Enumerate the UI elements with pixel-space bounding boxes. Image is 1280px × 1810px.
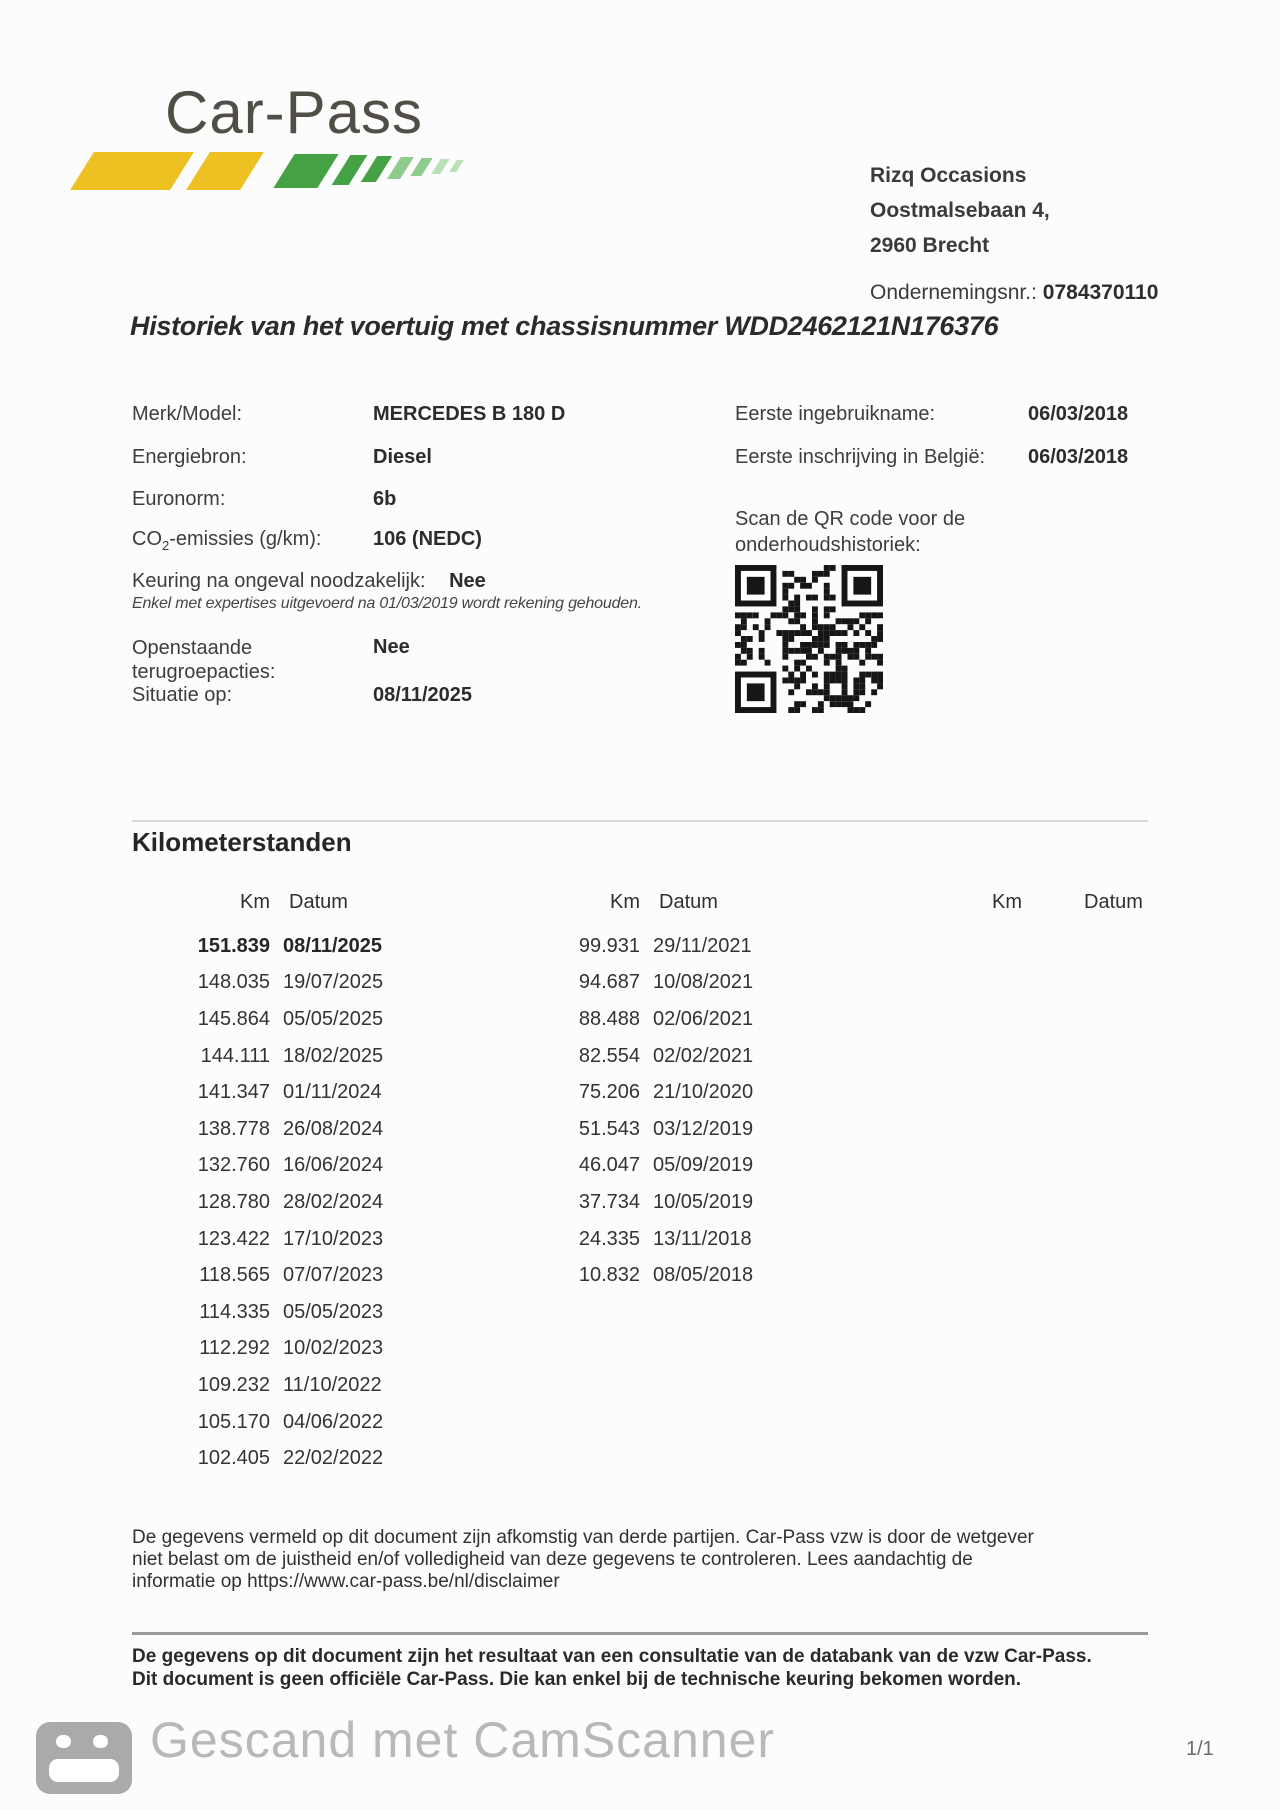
logo-stripe — [449, 160, 463, 172]
table-row — [150, 1257, 383, 1294]
table-row — [150, 1111, 383, 1148]
km-value: 112.292 — [199, 1337, 270, 1360]
km-value: 145.864 — [197, 1007, 270, 1030]
km-value: 82.554 — [578, 1044, 640, 1067]
seller-city: 2960 Brecht — [870, 234, 990, 257]
km-value: 114.335 — [199, 1300, 270, 1323]
datum-value: 10/02/2023 — [283, 1337, 384, 1360]
keuring-value: Nee — [449, 570, 486, 592]
datum-value: 07/07/2023 — [283, 1264, 384, 1287]
datum-value: 28/02/2024 — [283, 1190, 384, 1213]
company-number — [870, 281, 1158, 305]
merk-label: Merk/Model: — [132, 403, 243, 425]
table-row — [150, 1148, 383, 1185]
table-row — [520, 1257, 753, 1294]
km-value: 24.335 — [578, 1227, 640, 1250]
km-value: 102.405 — [197, 1447, 270, 1470]
ingebruikname-label: Eerste ingebruikname: — [735, 403, 936, 425]
seller-name: Rizq Occasions — [870, 164, 1027, 187]
official-note-text — [132, 1646, 1092, 1691]
datum-value: 05/05/2025 — [283, 1007, 384, 1030]
qr-code — [735, 565, 883, 713]
keuring-row — [132, 570, 486, 593]
table-row — [150, 1331, 383, 1368]
text-line: Dit document is geen officiële Car-Pass. Die kan enkel bij de technische keuring bekomen worden. — [132, 1668, 1022, 1690]
company-number-value: 0784370110 — [1042, 281, 1159, 304]
logo-stripe — [186, 152, 264, 190]
datum-value: 05/09/2019 — [653, 1154, 754, 1177]
carpass-logo: Car-Pass — [165, 79, 424, 146]
inschrijving-label: Eerste inschrijving in België: — [735, 446, 986, 468]
datum-value: 16/06/2024 — [283, 1154, 384, 1177]
text-line: De gegevens vermeld op dit document zijn afkomstig van derde partijen. Car-Pass vzw is door de wetgever — [132, 1527, 1034, 1548]
euronorm-value: 6b — [373, 488, 397, 510]
table-row — [520, 1111, 753, 1148]
energiebron-label: Energiebron: — [132, 446, 247, 468]
datum-value: 18/02/2025 — [283, 1044, 384, 1067]
situatie-label: Situatie op: — [132, 684, 233, 706]
datum-value: 17/10/2023 — [283, 1227, 384, 1250]
table-row — [150, 1404, 383, 1441]
table-header — [150, 891, 383, 928]
text-line: De gegevens op dit document zijn het resultaat van een consultatie van de databank van de vzw Car-Pass. — [132, 1646, 1092, 1667]
company-number-label: Ondernemingsnr.: — [870, 281, 1037, 304]
logo-stripe — [273, 154, 338, 188]
km-value: 51.543 — [578, 1117, 640, 1140]
km-value: 99.931 — [578, 934, 640, 957]
table-row — [150, 1001, 383, 1038]
terugroepacties-label: Openstaande terugroepacties: — [132, 637, 276, 683]
merk-value: MERCEDES B 180 D — [373, 403, 566, 425]
table-row — [150, 1367, 383, 1404]
camscanner-watermark: Gescand met CamScanner — [150, 1712, 776, 1768]
km-value: 148.035 — [197, 971, 270, 994]
keuring-label: Keuring na ongeval noodzakelijk: — [132, 570, 426, 592]
co2-value: 106 (NEDC) — [373, 528, 482, 550]
energiebron-value: Diesel — [373, 446, 432, 468]
seller-address — [870, 158, 1050, 263]
km-value: 37.734 — [578, 1190, 640, 1213]
km-value: 46.047 — [578, 1154, 640, 1177]
km-column-1 — [150, 891, 383, 1477]
kilometerstanden-heading: Kilometerstanden — [132, 827, 352, 857]
datum-value: 08/05/2018 — [653, 1264, 754, 1287]
co2-label: $CO_2$-emissies (g/km): — [132, 528, 322, 553]
camscanner-icon-dot — [56, 1735, 71, 1748]
datum-value: 04/06/2022 — [283, 1410, 384, 1433]
camscanner-icon-bar — [49, 1759, 119, 1782]
footer-divider — [132, 1632, 1148, 1635]
logo-stripe — [70, 152, 194, 190]
keuring-note: Enkel met expertises uitgevoerd na 01/03/2019 wordt rekening gehouden. — [132, 595, 642, 612]
km-value: 141.347 — [197, 1081, 270, 1104]
document-title: Historiek van het voertuig met chassisnummer WDD2462121N176376 — [130, 311, 999, 341]
km-value: 128.780 — [197, 1190, 270, 1213]
table-row — [150, 1184, 383, 1221]
table-row — [150, 1294, 383, 1331]
datum-header: Datum — [1084, 891, 1143, 913]
camscanner-icon-dot — [93, 1735, 108, 1748]
text-line: informatie op https://www.car-pass.be/nl/disclaimer — [132, 1571, 560, 1592]
euronorm-label: Euronorm: — [132, 488, 226, 510]
datum-value: 02/02/2021 — [653, 1044, 754, 1067]
disclaimer-text — [132, 1527, 1034, 1593]
logo-stripe — [431, 159, 449, 174]
terugroepacties-value: Nee — [373, 636, 410, 658]
km-value: 88.488 — [578, 1007, 640, 1030]
table-row — [520, 1074, 753, 1111]
km-value: 132.760 — [197, 1154, 270, 1177]
km-value: 10.832 — [578, 1264, 640, 1287]
km-value: 138.778 — [197, 1117, 270, 1140]
km-value: 118.565 — [199, 1264, 270, 1287]
datum-header: Datum — [659, 891, 718, 913]
table-row — [150, 965, 383, 1002]
datum-header: Datum — [289, 891, 348, 913]
datum-value: 21/10/2020 — [653, 1081, 754, 1104]
datum-value: 08/11/2025 — [283, 934, 382, 957]
table-row — [150, 1038, 383, 1075]
km-column-3 — [902, 891, 1143, 928]
datum-value: 29/11/2021 — [653, 934, 752, 957]
km-header: Km — [610, 891, 640, 913]
table-row — [520, 1038, 753, 1075]
section-divider — [132, 820, 1148, 822]
table-row — [520, 965, 753, 1002]
datum-value: 13/11/2018 — [653, 1227, 752, 1250]
table-row — [520, 1001, 753, 1038]
table-row — [520, 1221, 753, 1258]
datum-value: 19/07/2025 — [283, 971, 384, 994]
datum-value: 11/10/2022 — [283, 1373, 382, 1396]
logo-stripe — [410, 158, 432, 176]
carpass-logo-stripes — [70, 152, 460, 190]
inschrijving-value: 06/03/2018 — [1028, 446, 1129, 468]
ingebruikname-value: 06/03/2018 — [1028, 403, 1129, 425]
page-number: 1/1 — [1186, 1738, 1214, 1760]
datum-value: 26/08/2024 — [283, 1117, 384, 1140]
table-row — [520, 1184, 753, 1221]
km-value: 144.111 — [200, 1044, 270, 1067]
situatie-value: 08/11/2025 — [373, 684, 472, 706]
datum-value: 01/11/2024 — [283, 1081, 382, 1104]
datum-value: 10/08/2021 — [653, 971, 754, 994]
table-header — [902, 891, 1143, 928]
datum-value: 03/12/2019 — [653, 1117, 754, 1140]
table-header — [520, 891, 753, 928]
km-value: 75.206 — [578, 1081, 640, 1104]
km-column-2 — [520, 891, 753, 1294]
table-row — [150, 1221, 383, 1258]
table-row — [150, 928, 383, 965]
km-value: 123.422 — [197, 1227, 270, 1250]
seller-street: Oostmalsebaan 4, — [870, 199, 1050, 222]
datum-value: 02/06/2021 — [653, 1007, 754, 1030]
table-row — [150, 1074, 383, 1111]
datum-value: 05/05/2023 — [283, 1300, 384, 1323]
table-row — [520, 928, 753, 965]
camscanner-icon — [36, 1722, 132, 1794]
km-value: 151.839 — [197, 934, 270, 957]
qr-instruction: Scan de QR code voor de onderhoudshistoriek: — [735, 508, 966, 556]
text-line: niet belast om de juistheid en/of volledigheid van deze gegevens te controleren. Lees aandachtig de — [132, 1549, 973, 1570]
datum-value: 22/02/2022 — [283, 1447, 384, 1470]
km-value: 109.232 — [197, 1373, 270, 1396]
datum-value: 10/05/2019 — [653, 1190, 754, 1213]
km-header: Km — [240, 891, 270, 913]
km-value: 94.687 — [578, 971, 640, 994]
km-value: 105.170 — [197, 1410, 270, 1433]
km-header: Km — [992, 891, 1022, 913]
table-row — [520, 1148, 753, 1185]
table-row — [150, 1440, 383, 1477]
